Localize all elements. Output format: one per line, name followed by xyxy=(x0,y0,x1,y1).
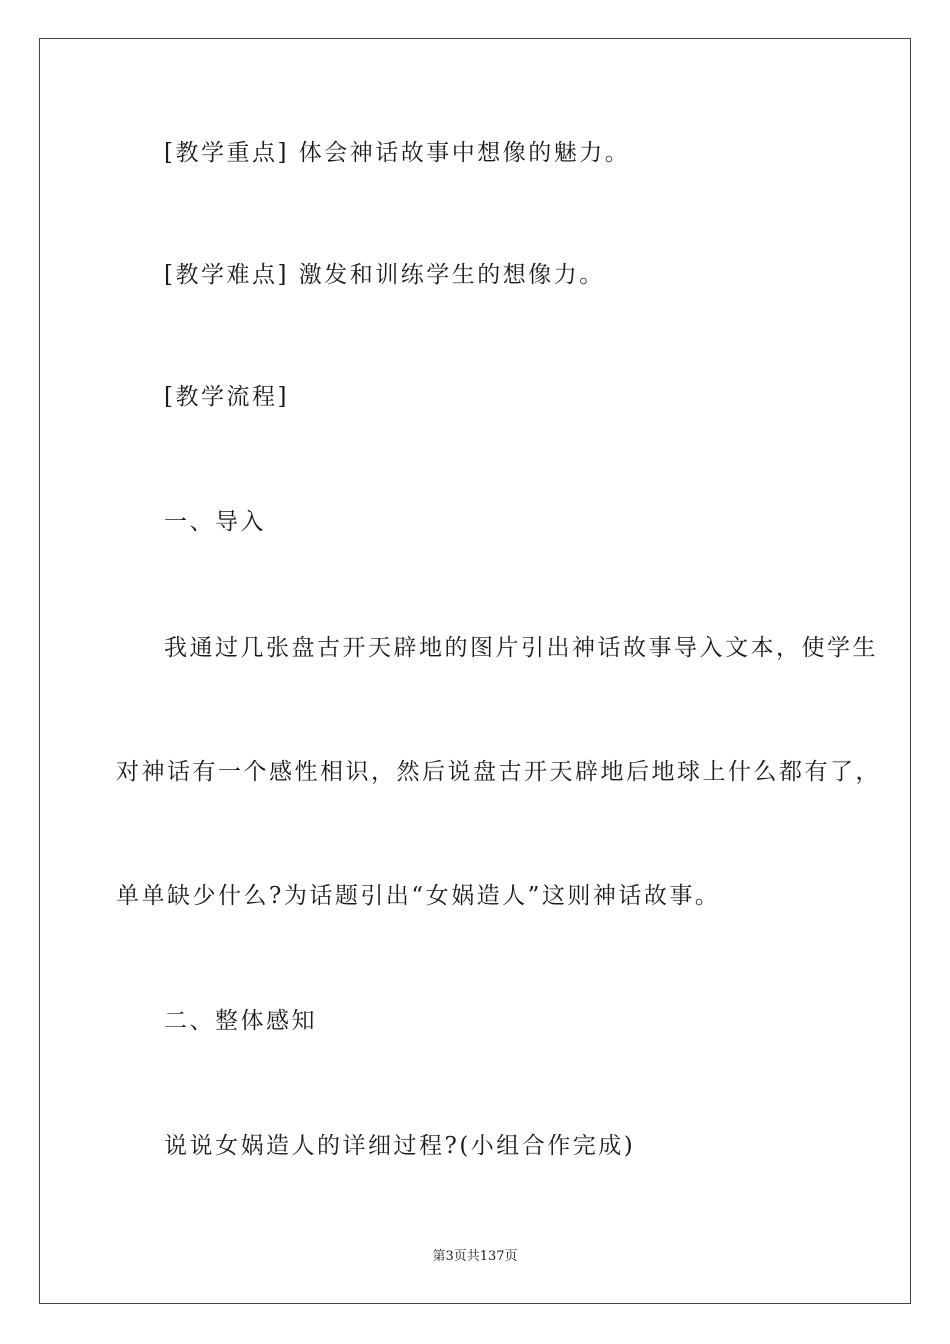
paragraph-line: 单单缺少什么?为话题引出“女娲造人”这则神话故事。 xyxy=(116,883,721,909)
total-pages: 共137页 xyxy=(466,1249,518,1264)
paragraph-line: 说说女娲造人的详细过程?(小组合作完成) xyxy=(164,1133,636,1159)
teaching-process-heading: [教学流程] xyxy=(164,384,289,410)
teaching-difficulty-paragraph: [教学难点] 激发和训练学生的想像力。 xyxy=(164,262,605,288)
paragraph-line: 我通过几张盘古开天辟地的图片引出神话故事导入文本，使学生 xyxy=(164,635,878,661)
paragraph-line: 对神话有一个感性相识，然后说盘古开天辟地后地球上什么都有了， xyxy=(116,759,881,785)
teaching-focus-paragraph: [教学重点] 体会神话故事中想像的魅力。 xyxy=(164,140,631,166)
page-border xyxy=(39,38,911,1304)
current-page-number: 第3页 xyxy=(432,1249,467,1264)
section-heading-introduction: 一、导入 xyxy=(164,509,266,535)
page-footer xyxy=(0,1248,950,1266)
section-heading-overall-perception: 二、整体感知 xyxy=(164,1008,317,1034)
